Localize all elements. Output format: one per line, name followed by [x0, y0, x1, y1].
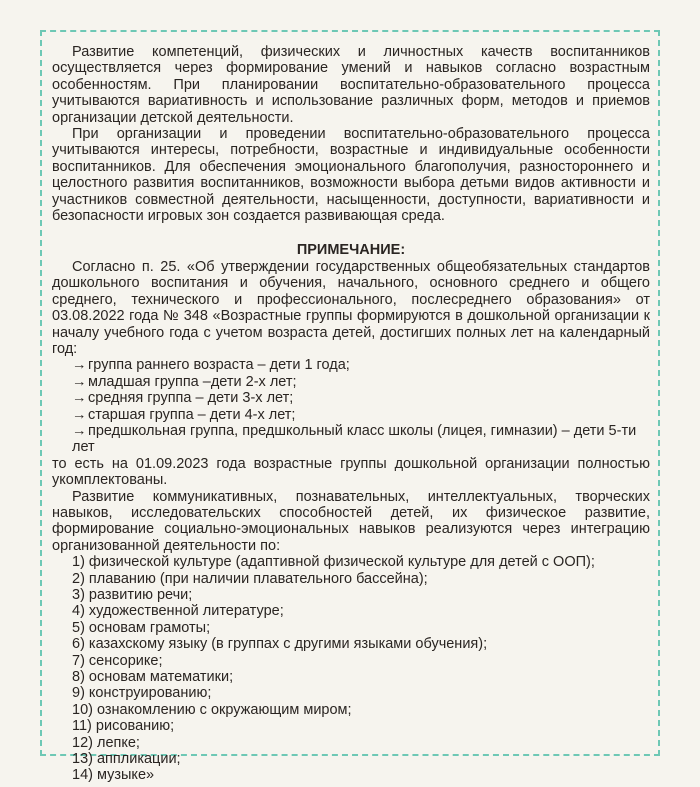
- note-title: ПРИМЕЧАНИЕ:: [296, 242, 406, 259]
- list-item: [52, 407, 650, 423]
- subjects-list: [52, 554, 650, 784]
- list-item: 2) плаванию (при наличии плавательного бассейна);: [72, 570, 428, 587]
- arrow-right-icon: →: [72, 373, 87, 390]
- list-item: 13) аппликации;: [72, 751, 181, 768]
- age-group-label: предшкольная группа, предшкольный класс школы (лицея, гимназии) – дети 5-ти лет: [72, 422, 637, 456]
- list-item: 1) физической культуре (адаптивной физической культуре для детей с ООП);: [72, 554, 595, 571]
- list-item: [52, 374, 650, 390]
- age-group-label: младшая группа –дети 2-х лет;: [88, 373, 297, 390]
- list-item: [52, 357, 650, 373]
- list-item: [52, 390, 650, 406]
- list-item: 12) лепке;: [72, 734, 140, 751]
- list-item: 4) художественной литературе;: [72, 603, 284, 620]
- list-item: 11) рисованию;: [72, 718, 175, 735]
- list-item: 14) музыке»: [72, 767, 155, 784]
- list-item: [52, 423, 650, 456]
- age-group-label: старшая группа – дети 4-х лет;: [88, 406, 296, 423]
- note-intro: Согласно п. 25. «Об утверждении государственных общеобязательных стандартов дошкольного воспитания и обучения, начального, основного среднего и общего среднего, технического и профессионального, послесреднего образования» от 03.08.2022 года № 348 «Возрастные группы формируются в дошкольной организации к началу учебного года с учетом возраста детей, достигших полных лет на календарный год:: [52, 258, 650, 357]
- paragraph-competencies: Развитие компетенций, физических и личностных качеств воспитанников осуществляется через формирование умений и навыков согласно возрастным особенностям. При планировании воспитательно-образовательного процесса учитываются вариативность и использование различных форм, методов и приемов организации детской деятельности.: [52, 44, 650, 126]
- list-item: 6) казахскому языку (в группах с другими языками обучения);: [72, 636, 488, 653]
- spacer: [52, 224, 650, 234]
- arrow-right-icon: →: [72, 357, 87, 374]
- list-item: 7) сенсорике;: [72, 652, 163, 669]
- list-item: 9) конструированию;: [72, 685, 212, 702]
- age-group-label: средняя группа – дети 3-х лет;: [88, 390, 294, 407]
- note-after-groups: то есть на 01.09.2023 года возрастные группы дошкольной организации полностью укомплектованы.: [52, 455, 650, 489]
- list-item: 10) ознакомлению с окружающим миром;: [72, 701, 352, 718]
- arrow-right-icon: →: [72, 390, 87, 407]
- document-body: [52, 44, 650, 784]
- arrow-right-icon: →: [72, 422, 87, 439]
- list-item: 8) основам математики;: [72, 669, 234, 686]
- age-group-label: группа раннего возраста – дети 1 года;: [88, 357, 350, 374]
- note-development: Развитие коммуникативных, познавательных, интеллектуальных, творческих навыков, исследовательских способностей детей, их физическое развитие, формирование социально-эмоциональных навыков реализуются через интеграцию организованной деятельности по:: [52, 488, 650, 554]
- list-item: 5) основам грамоты;: [72, 619, 211, 636]
- arrow-right-icon: →: [72, 406, 87, 423]
- age-groups-list: [52, 357, 650, 455]
- paragraph-organization: При организации и проведении воспитательно-образовательного процесса учитываются интересы, потребности, возрастные и индивидуальные особенности воспитанников. Для обеспечения эмоционального благополучия, разностороннего и целостного развития воспитанников, возможности выбора детьми видов активности и участников совместной деятельности, насыщенности, доступности, вариативности и безопасности игровых зон создается развивающая среда.: [52, 126, 650, 225]
- list-item: 3) развитию речи;: [72, 587, 193, 603]
